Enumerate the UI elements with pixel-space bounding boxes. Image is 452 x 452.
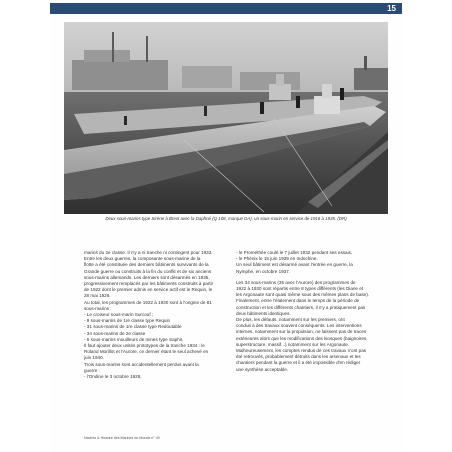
magazine-page (50, 0, 402, 452)
text-line: internes, notamment sur la propulsion, ne laissent pas de traces (236, 329, 367, 335)
text-line: deux bâtiments identiques. (236, 310, 291, 316)
text-line: De plus, les défauts, notamment sur les premiers, ont (236, 317, 345, 323)
text-line: Roland Morillot et l'Aurore, ce dernier étant le seul achevé en (84, 349, 209, 355)
text-line: marins du 2e classe. Il n'y a ni tranche ni contingent pour 1933. (84, 250, 213, 255)
body-text (84, 250, 376, 380)
text-line: Un seul bâtiment est désarmé avant l'entrée en guerre, la (236, 262, 353, 268)
text-line: - le Phénix le 15 juin 1939 en Indochine. (236, 256, 318, 262)
text-line: - Le croiseur sous-marin Surcouf ; (84, 312, 154, 318)
text-line: sous-marins : (84, 305, 112, 311)
text-line: Trois sous-marins sont accidentellement perdus avant la (84, 361, 199, 367)
text-line: Il faut ajouter deux unités prototypes de la tranche 1934 : le (84, 343, 205, 349)
text-line: - 34 sous-marins de 2e classe (84, 330, 146, 336)
text-line: chantiers pendant la guerre et il a été impossible d'en rédiger (236, 360, 361, 366)
text-line: Entre les deux guerres, la composante sous-marine de la (84, 256, 201, 262)
text-line: 28 mai 1926. (84, 293, 111, 299)
text-line: Finalement, entre l'étalement dans le temps de la période de (236, 298, 360, 304)
text-line: Au total, les programmes de 1922 à 1930 sont à l'origine de 81 (84, 299, 212, 305)
column-left (84, 250, 224, 380)
header-bar (50, 3, 402, 14)
text-line: extérieures alors que les modifications des kiosques (baignoires, (236, 335, 368, 341)
text-line: les Argonaute sont quasi même sous des mêmes plans de base). (236, 292, 370, 298)
text-line: une synthèse acceptable. (236, 366, 289, 372)
text-line: Nymphe, en octobre 1937. (236, 268, 291, 274)
text-line: superstructure, massif...) notamment sur les Argonaute. (236, 341, 350, 347)
submarines-photo (64, 22, 388, 214)
text-line: - 6 sous-marins mouilleurs de mines type Saphir. (84, 336, 184, 342)
text-line: construction et les différents chantiers, il n'y a pratiquement pas (236, 304, 366, 310)
text-line: Malheureusement, les comptes rendus de ces travaux n'ont pas (236, 348, 367, 354)
text-line: - 9 sous-marins de 1re classe type Requin (84, 318, 171, 324)
text-line: 1922 à 1930 sont répartis entre 8 types différents (les Diane et (236, 286, 364, 292)
text-line: Les 34 sous-marins (35 avec l'Aurore) des programmes de (236, 279, 356, 285)
column-right (236, 250, 376, 380)
text-line: - l'Ondine le 3 octobre 1928, (84, 374, 142, 380)
photo-caption: Deux sous-marins type Sirène à Brest avec la Daphné (Q 108, marque DA), un sous-marin en service de 1916 à 1935. (DR) (105, 216, 347, 221)
page-number: 15 (387, 4, 396, 13)
text-line: de 1922 dont le premier admis en service actif est le Requin, le (84, 287, 213, 293)
text-line: juin 1940. (84, 355, 104, 361)
text-line: été retrouvés, probablement détruits dans les arsenaux et les (236, 354, 361, 360)
text-line: - le Prométhée coulé le 7 juillet 1932 pendant ses essais, (236, 250, 353, 255)
text-line: - 31 sous-marins de 1re classe type Redoutable (84, 324, 182, 330)
text-line: progressivement remplacés par les bâtiments construits à partir (84, 281, 214, 287)
page-footer: Navires & Histoire des Marines du Monde n° 40 (84, 436, 160, 440)
text-line: conduit à des travaux souvent conséquents. Les interventions (236, 323, 362, 329)
text-line: guerre : (84, 367, 100, 373)
text-line: flotte a été constituée des derniers bâtiments survivants de la (84, 262, 209, 268)
text-line: Grande guerre ou construits à la fin du conflit et de six anciens (84, 268, 212, 274)
text-line: sous-marins allemands. Les derniers sont désarmés en 1935, (84, 274, 210, 280)
